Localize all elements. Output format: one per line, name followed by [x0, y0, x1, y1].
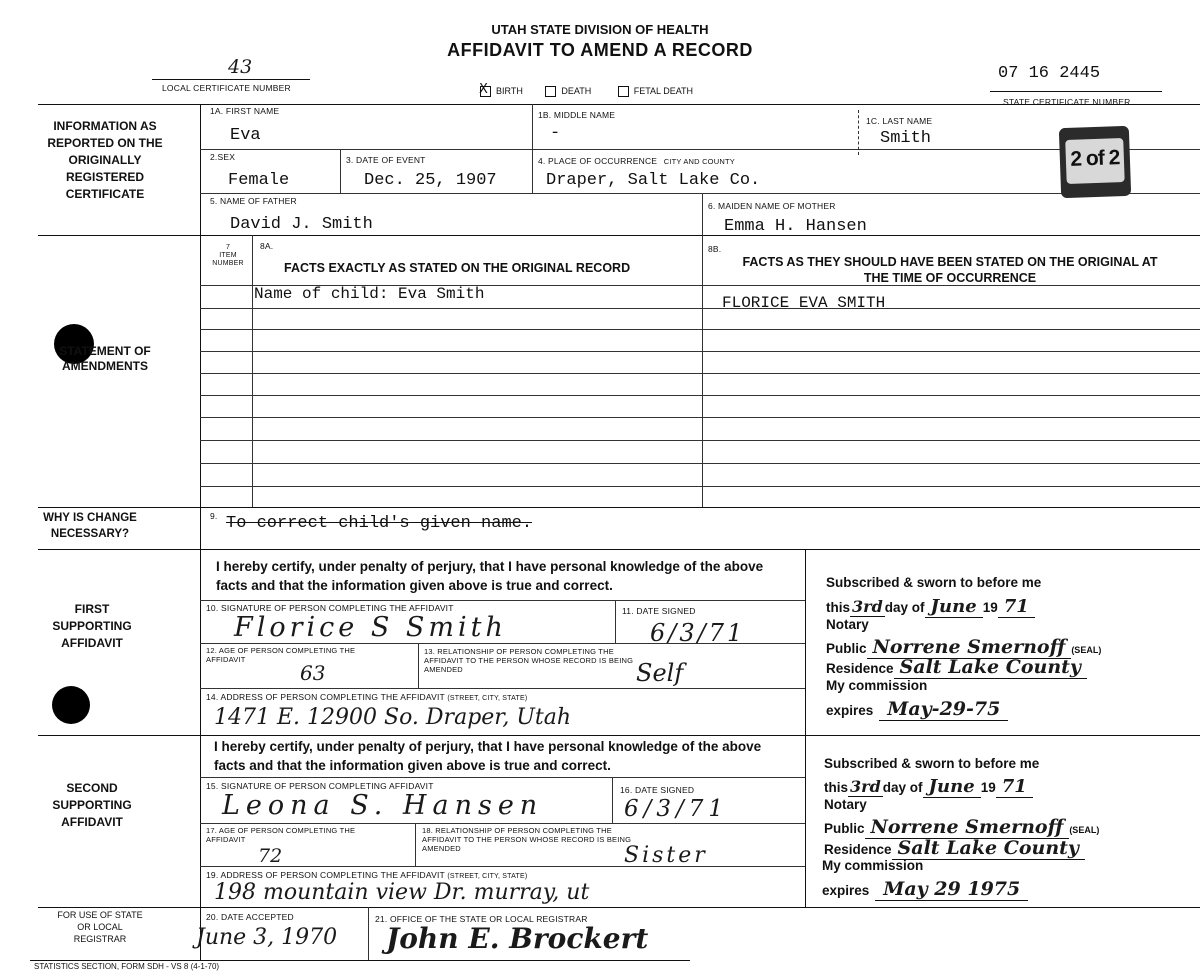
second-address-label: 19. ADDRESS OF PERSON COMPLETING THE AFFIDAVIT (STREET, CITY, STATE) [206, 870, 528, 880]
registrar-signature: John E. Brockert [386, 922, 649, 955]
sex-value: Female [228, 171, 290, 190]
last-name-value: Smith [880, 129, 932, 148]
column-8b-number: 8B. [708, 244, 722, 254]
first-notary-sworn: Subscribed & sworn to before me [826, 575, 1042, 590]
first-age: 63 [300, 661, 326, 685]
amendment-row-line [200, 486, 1200, 487]
date-of-event-value: Dec. 25, 1907 [364, 171, 497, 190]
second-address: 198 mountain view Dr. murray, ut [214, 880, 590, 905]
first-relationship-label: 13. RELATIONSHIP OF PERSON COMPLETING THE AFFIDAVIT TO THE PERSON WHOSE RECORD IS BEING AMENDED [424, 647, 634, 674]
local-certificate-number: 43 [228, 56, 253, 78]
agency-name: UTAH STATE DIVISION OF HEALTH [491, 22, 709, 37]
first-notary-word: Notary [826, 617, 869, 632]
amendment-row-line [200, 373, 1200, 374]
second-notary-date-line: this 3rd day of June 19 71 [824, 776, 1033, 797]
date-of-event-label: 3. DATE OF EVENT [346, 155, 426, 165]
state-certificate-label: STATE CERTIFICATE NUMBER [1003, 97, 1131, 107]
first-notary-public-line: Public Norrene Smernoff (SEAL) [826, 636, 1102, 658]
second-age-label: 17. AGE OF PERSON COMPLETING THE AFFIDAVIT [206, 826, 356, 844]
middle-name-value: - [550, 124, 561, 143]
registrar-office-label: 21. OFFICE OF THE STATE OR LOCAL REGISTRAR [375, 914, 588, 924]
amendment-corrected-value: FLORICE EVA SMITH [722, 294, 886, 312]
first-name-label: 1A. FIRST NAME [210, 106, 280, 116]
first-notary-commission: My commission [826, 678, 928, 693]
amendment-row-line [200, 440, 1200, 441]
why-value: To correct child's given name. [226, 514, 533, 533]
second-date-signed: 6/3/71 [624, 796, 729, 822]
amendment-row-line [200, 395, 1200, 396]
mother-name-value: Emma H. Hansen [724, 217, 867, 236]
form-title: AFFIDAVIT TO AMEND A RECORD [447, 40, 753, 60]
second-date-signed-label: 16. DATE SIGNED [620, 785, 695, 795]
last-name-label: 1C. LAST NAME [866, 116, 933, 126]
first-certify-text: I hereby certify, under penalty of perjury, that I have personal knowledge of the above facts and that the information given above is true and correct. [216, 559, 764, 593]
first-date-signed: 6/3/71 [650, 619, 746, 647]
sex-label: 2.SEX [210, 152, 236, 162]
second-notary-sworn: Subscribed & sworn to before me [824, 756, 1040, 771]
second-notary-commission: My commission [822, 858, 924, 873]
amendment-row-line [200, 308, 1200, 309]
first-address-label: 14. ADDRESS OF PERSON COMPLETING THE AFFIDAVIT (STREET, CITY, STATE) [206, 692, 528, 702]
hole-punch-2 [52, 686, 90, 724]
date-accepted-value: June 3, 1970 [196, 925, 338, 950]
first-name-value: Eva [230, 126, 261, 145]
state-certificate-number: 07 16 2445 [998, 64, 1101, 83]
second-relationship: Sister [624, 843, 708, 868]
form-footer: STATISTICS SECTION, FORM SDH - VS 8 (4-1-70) [34, 962, 220, 971]
death-checkbox[interactable]: DEATH [545, 86, 591, 96]
local-certificate-label: LOCAL CERTIFICATE NUMBER [162, 83, 291, 93]
place-value: Draper, Salt Lake Co. [546, 171, 761, 190]
second-signature: Leona S. Hansen [222, 790, 544, 821]
place-label: 4. PLACE OF OCCURRENCE CITY AND COUNTY [538, 156, 735, 166]
first-notary-expires-line: expires May-29-75 [826, 698, 1008, 720]
amendment-row-line [200, 417, 1200, 418]
first-relationship: Self [636, 659, 684, 687]
mother-name-label: 6. MAIDEN NAME OF MOTHER [708, 201, 836, 211]
second-certify-text: I hereby certify, under penalty of perjury, that I have personal knowledge of the above facts and that the information given above is true and correct. [214, 739, 762, 773]
amendment-original-value: Name of child: Eva Smith [254, 285, 485, 303]
first-signature: Florice S Smith [234, 612, 507, 643]
second-notary-residence-line: Residence Salt Lake County [824, 837, 1085, 859]
second-signature-label: 15. SIGNATURE OF PERSON COMPLETING AFFIDAVIT [206, 781, 434, 791]
birth-checkbox[interactable]: X BIRTH [479, 82, 523, 98]
original-info-section-label: INFORMATION AS REPORTED ON THE ORIGINALLY REGISTERED CERTIFICATE [47, 119, 163, 201]
date-accepted-label: 20. DATE ACCEPTED [206, 912, 294, 922]
amendment-row-line [200, 463, 1200, 464]
second-notary-word: Notary [824, 797, 867, 812]
first-address: 1471 E. 12900 So. Draper, Utah [214, 705, 572, 730]
first-affidavit-section-label: FIRST SUPPORTING AFFIDAVIT [52, 602, 132, 650]
page-stamp: 2 of 2 [1059, 126, 1131, 198]
second-age: 72 [258, 845, 283, 867]
first-age-label: 12. AGE OF PERSON COMPLETING THE AFFIDAVIT [206, 646, 356, 664]
first-notary-residence-line: Residence Salt Lake County [826, 656, 1087, 678]
column-8a-number: 8A. [260, 241, 274, 251]
second-affidavit-section-label: SECOND SUPPORTING AFFIDAVIT [52, 781, 132, 829]
second-notary-public-line: Public Norrene Smernoff (SEAL) [824, 816, 1100, 838]
amendment-row-line [200, 351, 1200, 352]
second-relationship-label: 18. RELATIONSHIP OF PERSON COMPLETING THE AFFIDAVIT TO THE PERSON WHOSE RECORD IS BEING AMENDED [422, 826, 632, 853]
father-name-value: David J. Smith [230, 215, 373, 234]
fetal-death-checkbox[interactable]: FETAL DEATH [618, 86, 693, 96]
why-label: WHY IS CHANGE NECESSARY? [43, 512, 137, 540]
amendment-row-line [200, 329, 1200, 330]
registrar-section-label: FOR USE OF STATE OR LOCAL REGISTRAR [57, 910, 143, 944]
record-type-options [479, 82, 694, 98]
item-number-header: 7 ITEM NUMBER [212, 244, 244, 267]
first-date-signed-label: 11. DATE SIGNED [622, 606, 696, 616]
father-name-label: 5. NAME OF FATHER [210, 196, 297, 206]
first-notary-date-line: this 3rd day of June 19 71 [826, 596, 1035, 617]
first-signature-label: 10. SIGNATURE OF PERSON COMPLETING THE AFFIDAVIT [206, 603, 454, 613]
middle-name-label: 1B. MIDDLE NAME [538, 110, 616, 120]
column-8b-header: FACTS AS THEY SHOULD HAVE BEEN STATED ON THE ORIGINAL AT THE TIME OF OCCURRENCE [742, 255, 1158, 285]
column-8a-header: FACTS EXACTLY AS STATED ON THE ORIGINAL RECORD [284, 261, 631, 275]
amendments-section-label: STATEMENT OF AMENDMENTS [59, 344, 151, 373]
second-notary-expires-line: expires May 29 1975 [822, 878, 1028, 900]
why-number: 9. [210, 511, 218, 521]
